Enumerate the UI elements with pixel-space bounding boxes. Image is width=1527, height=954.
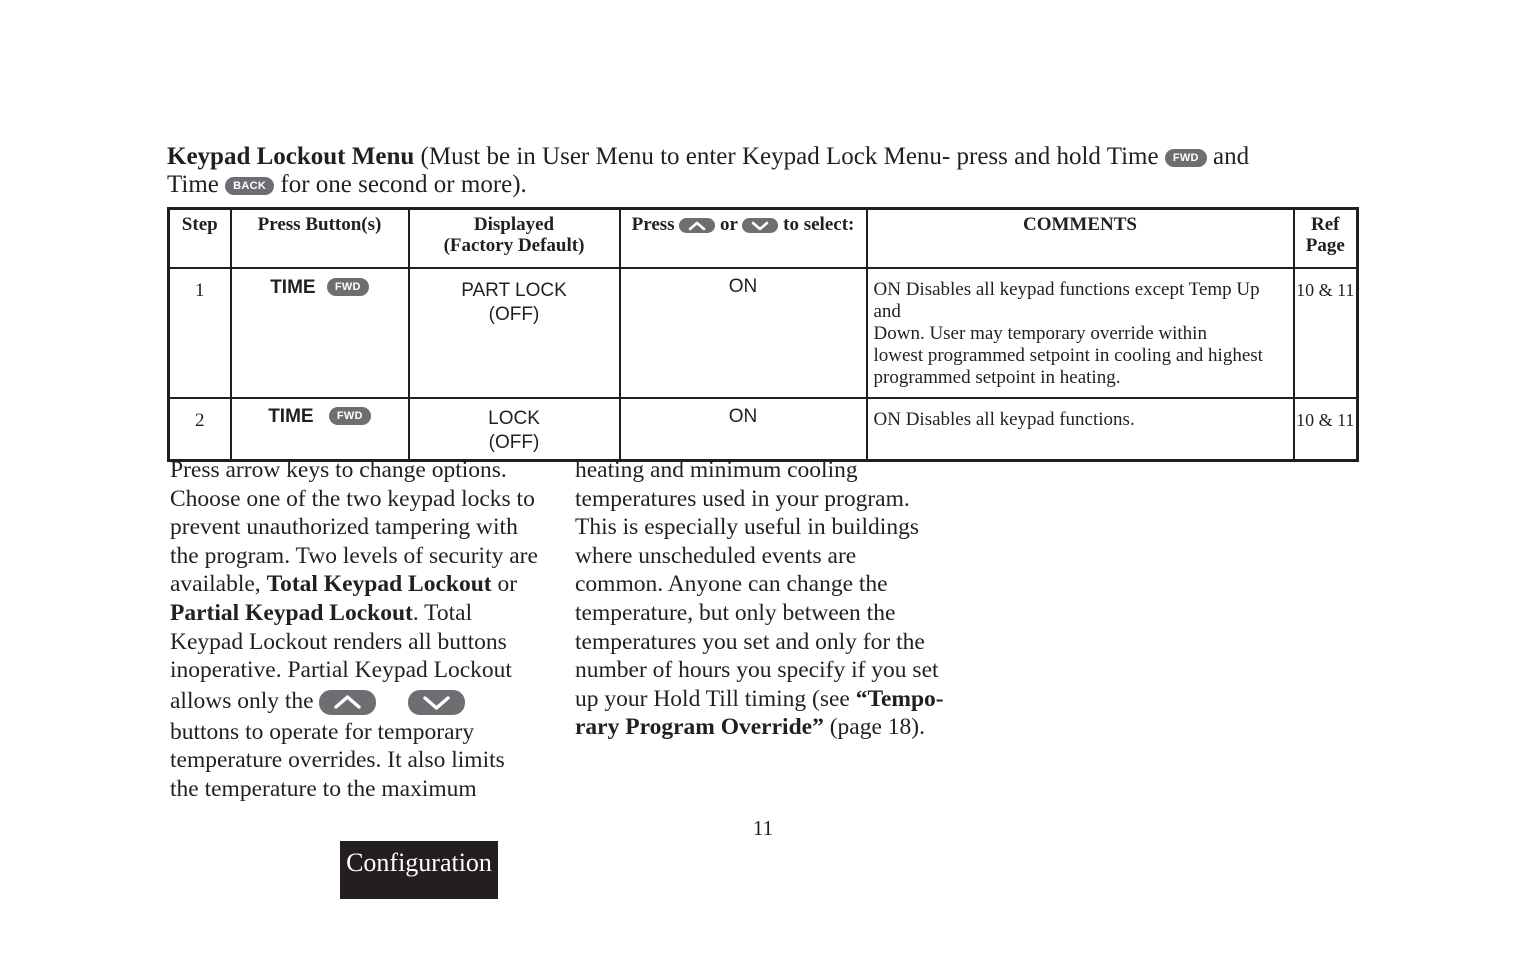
header-step: Step [169,209,231,269]
body-line: inoperative. Partial Keypad Lockout [170,657,512,684]
down-arrow-icon [742,218,778,233]
time-button-label: TIME [268,406,314,427]
up-arrow-icon [319,690,376,715]
body-text: allows only the [170,687,320,714]
body-line: the temperature to the maximum [170,775,477,802]
body-line: Keypad Lockout renders all buttons [170,628,507,655]
override-reference: “Tempo- [855,685,944,712]
row-displayed [409,268,620,398]
page-number: 11 [752,816,774,840]
body-text: (page 18). [823,714,925,741]
total-lockout-term: Total Keypad Lockout [266,571,492,598]
comment-line: ON Disables all keypad functions except Temp Up and [873,279,1260,322]
body-line: Press arrow keys to change options. [170,457,507,483]
body-line: prevent unauthorized tampering with [170,514,518,541]
header-comments: COMMENTS [867,209,1294,269]
body-line: the program. Two levels of security are [170,542,538,569]
header-select-press: Press [631,214,680,235]
body-line [170,570,560,599]
heading-title: Keypad Lockout Menu [167,143,415,170]
row-select: ON [620,268,867,398]
table-row [169,398,1358,460]
displayed-line2: (OFF) [488,304,540,325]
fwd-button-icon: FWD [327,278,369,296]
body-text: available, [170,571,267,598]
row-comment [867,268,1294,398]
body-text: up your Hold Till timing (see [575,685,856,712]
body-line: buttons to operate for temporary [170,718,475,745]
displayed-line1: PART LOCK [461,280,567,301]
body-line [575,713,965,742]
heading-text-4: for one second or more). [274,171,527,198]
up-arrow-icon [679,218,715,233]
body-line: where unscheduled events are [575,542,857,569]
override-reference: rary Program Override” [575,714,824,741]
body-line: temperature, but only between the [575,599,896,626]
table-row [169,268,1358,398]
fwd-button-icon: FWD [1165,149,1207,167]
row-step: 1 [169,268,231,398]
header-displayed-line2: (Factory Default) [443,235,585,256]
header-select-or: or [715,214,743,235]
body-line [170,599,560,628]
body-line: number of hours you specify if you set [575,657,939,684]
body-column-left [170,456,560,804]
down-arrow-icon [408,690,465,715]
row-displayed [409,398,620,460]
row-press-buttons [231,398,409,460]
section-tab: Configuration [340,841,498,899]
row-step: 2 [169,398,231,460]
header-select-tail: to select: [778,214,855,235]
row-ref-page: 10 & 11 [1294,398,1358,460]
header-press-buttons: Press Button(s) [231,209,409,269]
comment-line: lowest programmed setpoint in cooling and highest [873,345,1263,366]
body-line [170,687,560,718]
comment-line: programmed setpoint in heating. [873,367,1121,388]
row-comment [867,398,1294,460]
body-line: Choose one of the two keypad locks to [170,485,535,512]
keypad-lockout-table [167,207,1359,462]
body-line: This is especially useful in buildings [575,514,919,541]
comment-line: ON Disables all keypad functions. [873,409,1135,430]
comment-line: Down. User may temporary override within [873,323,1207,344]
body-text: . Total [412,599,473,626]
body-line: temperature overrides. It also limits [170,747,505,774]
header-ref-line1: Ref [1311,214,1340,235]
header-displayed [409,209,620,269]
table-header-row [169,209,1358,269]
row-ref-page: 10 & 11 [1294,268,1358,398]
time-button-label: TIME [270,277,316,298]
header-displayed-line1: Displayed [473,214,555,235]
header-ref-page [1294,209,1358,269]
body-text: or [491,571,518,598]
section-heading [167,143,1367,199]
body-line: temperatures you set and only for the [575,628,925,655]
body-column-right [575,456,965,742]
displayed-line2: (OFF) [488,432,540,453]
body-line [575,685,965,714]
fwd-button-icon: FWD [329,407,371,425]
back-button-icon: BACK [225,177,274,195]
body-line: temperatures used in your program. [575,485,910,512]
body-line: common. Anyone can change the [575,571,888,598]
displayed-line1: LOCK [488,408,540,429]
heading-text-2: and [1206,143,1250,170]
row-press-buttons [231,268,409,398]
heading-text-3: Time [167,171,226,198]
body-line: heating and minimum cooling [575,457,858,483]
heading-text-1: (Must be in User Menu to enter Keypad Lock Menu- press and hold Time [414,143,1165,170]
row-select: ON [620,398,867,460]
header-select [620,209,867,269]
header-ref-line2: Page [1305,235,1345,256]
partial-lockout-term: Partial Keypad Lockout [170,599,413,626]
